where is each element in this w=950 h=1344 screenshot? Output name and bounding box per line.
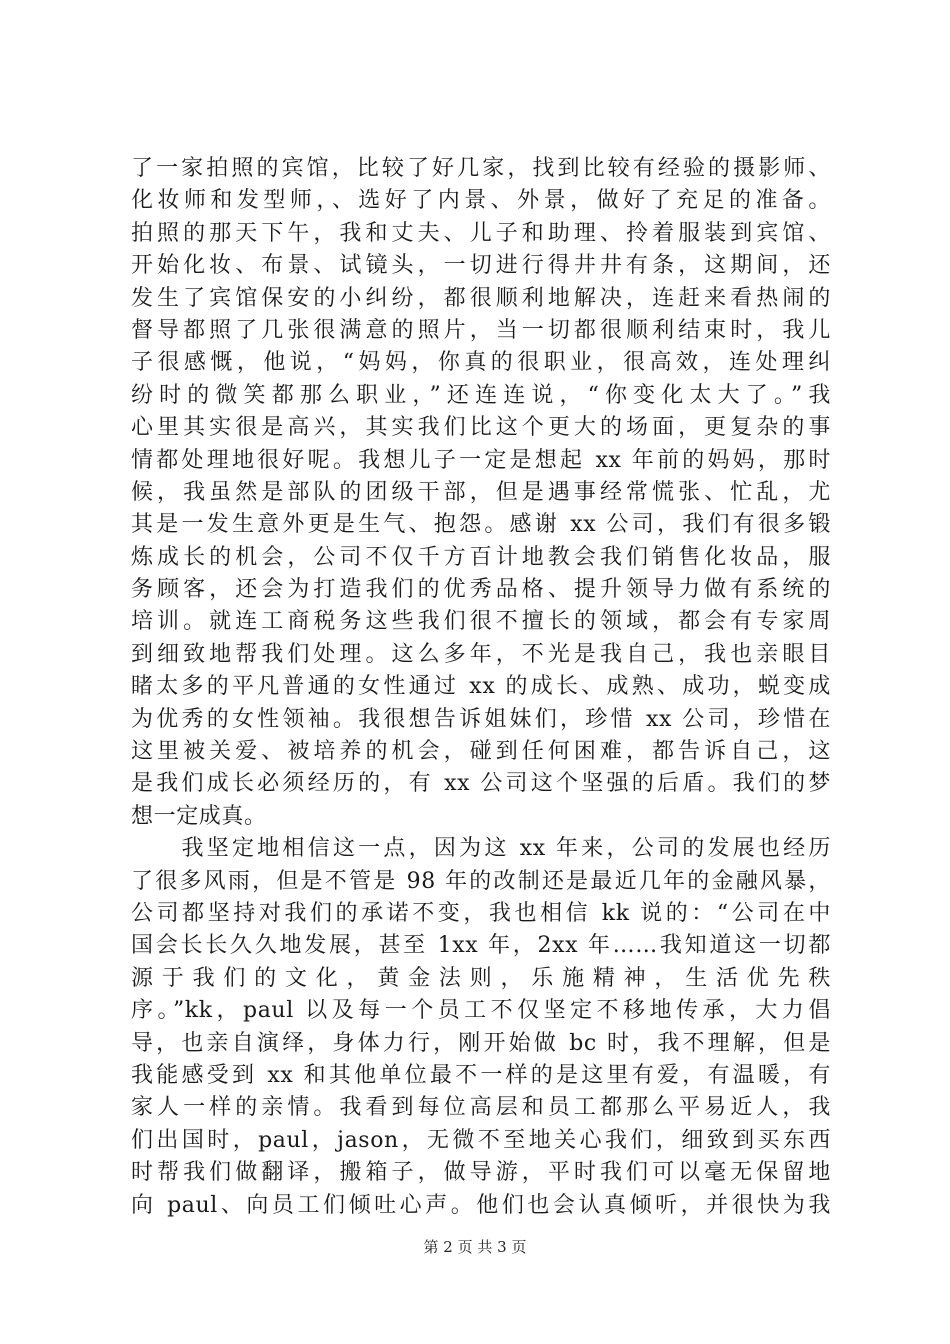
text-line: 国会长长久久地发展，甚至 1xx 年，2xx 年……我知道这一切都 (131, 933, 831, 959)
text-line: 序。”kk，paul 以及每一个员工不仅坚定不移地传承，大力倡 (131, 998, 831, 1024)
text-line: 是我们成长必须经历的，有 xx 公司这个坚强的后盾。我们的梦 (131, 771, 831, 797)
text-line: 拍照的那天下午，我和丈夫、儿子和助理、拎着服装到宾馆、 (131, 220, 831, 246)
text-line: 开始化妆、布景、试镜头，一切进行得井井有条，这期间，还 (131, 253, 831, 279)
text-line: 情都处理地很好呢。我想儿子一定是想起 xx 年前的妈妈，那时 (131, 447, 831, 473)
text-line: 公司都坚持对我们的承诺不变，我也相信 kk 说的：“公司在中 (131, 900, 831, 926)
text-line: 化妆师和发型师，、选好了内景、外景，做好了充足的准备。 (131, 188, 831, 214)
text-line: 了一家拍照的宾馆，比较了好几家，找到比较有经验的摄影师、 (131, 156, 831, 181)
text-line: 候，我虽然是部队的团级干部，但是遇事经常慌张、忙乱，尤 (131, 479, 831, 505)
text-line: 导，也亲自演绎，身体力行，刚开始做 bc 时，我不理解，但是 (131, 1030, 831, 1056)
text-line: 到细致地帮我们处理。这么多年，不光是我自己，我也亲眼目 (131, 641, 831, 667)
text-line: 务顾客，还会为打造我们的优秀品格、提升领导力做有系统的 (131, 577, 831, 603)
text-line: 源于我们的文化，黄金法则，乐施精神，生活优先秩 (131, 965, 831, 991)
text-line: 时帮我们做翻译，搬箱子，做导游，平时我们可以毫无保留地 (131, 1160, 831, 1186)
text-line: 家人一样的亲情。我看到每位高层和员工都那么平易近人，我 (131, 1095, 831, 1121)
text-line: 督导都照了几张很满意的照片，当一切都很顺利结束时，我儿 (131, 317, 831, 343)
text-line: 心里其实很是高兴，其实我们比这个更大的场面，更复杂的事 (131, 415, 831, 441)
text-line: 培训。就连工商税务这些我们很不擅长的领域，都会有专家周 (131, 609, 831, 635)
text-line: 纷时的微笑都那么职业，”还连连说，“你变化太大了。”我 (131, 382, 831, 408)
body-text (131, 153, 831, 1222)
text-line: 想一定成真。 (131, 803, 267, 829)
text-line: 们出国时，paul，jason，无微不至地关心我们，细致到买东西 (131, 1127, 831, 1153)
text-line: 炼成长的机会，公司不仅千方百计地教会我们销售化妆品，服 (131, 544, 831, 570)
text-line: 睹太多的平凡普通的女性通过 xx 的成长、成熟、成功，蜕变成 (131, 674, 831, 700)
paragraph-start-line: 我坚定地相信这一点，因为这 xx 年来，公司的发展也经历 (131, 836, 831, 862)
text-line: 子很感慨，他说，“妈妈，你真的很职业，很高效，连处理纠 (131, 350, 831, 376)
text-line: 其是一发生意外更是生气、抱怨。感谢 xx 公司，我们有很多锻 (131, 512, 831, 538)
text-line: 我能感受到 xx 和其他单位最不一样的是这里有爱，有温暖，有 (131, 1062, 831, 1088)
text-line: 发生了宾馆保安的小纠纷，都很顺利地解决，连赶来看热闹的 (131, 285, 831, 311)
text-line: 为优秀的女性领袖。我很想告诉姐妹们，珍惜 xx 公司，珍惜在 (131, 706, 831, 732)
text-line: 这里被关爱、被培养的机会，碰到任何困难，都告诉自己，这 (131, 739, 831, 765)
text-line: 向 paul、向员工们倾吐心声。他们也会认真倾听，并很快为我 (131, 1192, 831, 1218)
text-line: 了很多风雨，但是不管是 98 年的改制还是最近几年的金融风暴， (131, 868, 831, 894)
page-number-footer: 第 2 页 共 3 页 (423, 1238, 527, 1256)
